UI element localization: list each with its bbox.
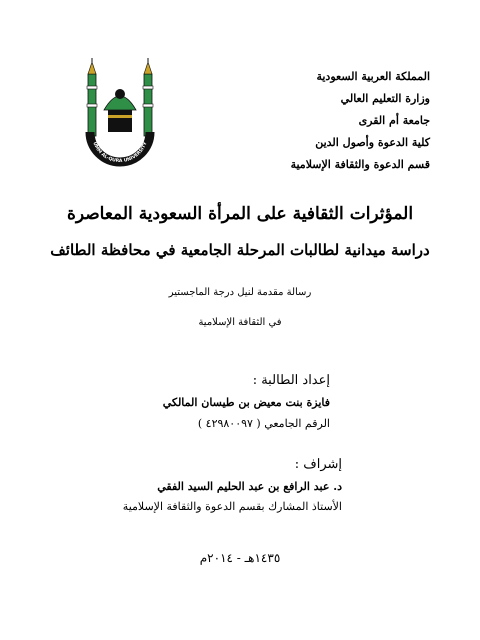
thesis-title: المؤثرات الثقافية على المرأة السعودية المعاصرة — [66, 204, 414, 224]
svg-text:UMM AL-QURA UNIVERSITY: UMM AL-QURA UNIVERSITY — [91, 141, 149, 165]
degree-line: رسالة مقدمة لنيل درجة الماجستير — [168, 287, 312, 298]
student-id: الرقم الجامعي ( ٤٢٩٨٠٠٩٧ ) — [197, 417, 330, 430]
university-line: جامعة أم القرى — [358, 114, 430, 127]
supervisor-role: الأستاذ المشارك بقسم الدعوة والثقافة الإسلامية — [122, 500, 342, 513]
student-block — [90, 370, 330, 434]
supervisor-label: إشراف : — [294, 457, 342, 472]
ministry-line: وزارة التعليم العالي — [340, 92, 430, 105]
umm-al-qura-university-logo-icon — [84, 58, 156, 170]
specialty-line: في الثقافة الإسلامية — [198, 317, 282, 328]
department-line: قسم الدعوة والثقافة الإسلامية — [290, 158, 430, 171]
supervisor-name: د. عبد الرافع بن عبد الحليم السيد الفقي — [157, 480, 342, 493]
thesis-subtitle: دراسة ميدانية لطالبات المرحلة الجامعية في محافظة الطائف — [50, 241, 430, 259]
student-name: فايزة بنت معيض بن طيسان المالكي — [162, 396, 330, 409]
college-line: كلية الدعوة وأصول الدين — [315, 136, 430, 149]
student-label: إعداد الطالبة : — [252, 373, 330, 388]
kingdom-line: المملكة العربية السعودية — [316, 70, 430, 83]
supervisor-block — [82, 454, 342, 516]
institution-block — [250, 66, 430, 176]
date-line: ١٤٣٥هـ - ٢٠١٤م — [199, 551, 281, 565]
